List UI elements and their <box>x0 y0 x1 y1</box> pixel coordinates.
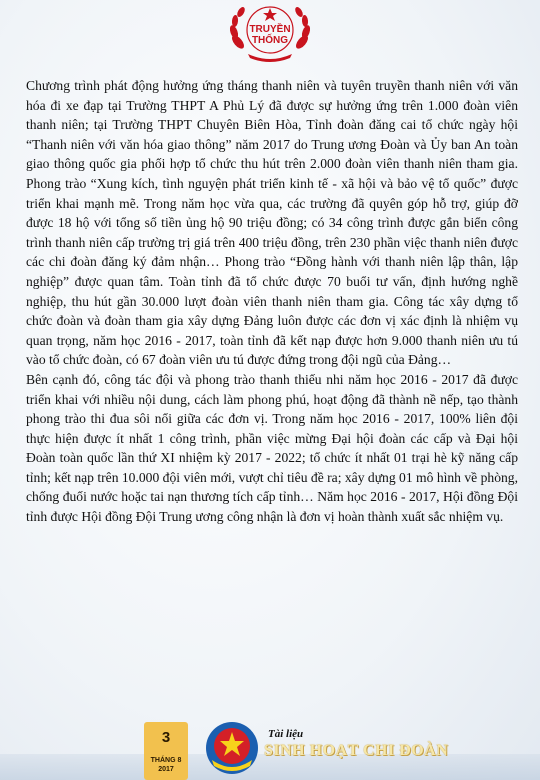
issue-year: 2017 <box>158 766 174 773</box>
youth-union-emblem-icon <box>204 720 260 776</box>
paragraph-1: Chương trình phát động hưởng ứng tháng thanh niên và tuyên truyền thanh niên với văn hóa đi xe đạp tại Trường THPT A Phủ Lý đã được sự hưởng ứng trên 1.000 đoàn viên thanh niên; tại Trường THPT Chuyên Biên Hòa, Tỉnh đoàn đăng cai tổ chức ngày hội “Thanh niên với văn hóa giao thông” năm 2017 do Trung ương Đoàn và Ủy ban An toàn giao thông quốc gia phối hợp tổ chức thu hút trên 2.000 đoàn viên thanh niên tham gia. Phong trào “Xung kích, tình nguyện phát triển kinh tế - xã hội và bảo vệ tổ quốc” được triển khai mạnh mẽ. Trong năm học vừa qua, các trường đã quyên góp hỗ trợ, giúp đỡ được 18 hộ với tổng số tiền ủng hộ 90 triệu đồng; có 34 công trình được gắn biển công trình thanh niên cấp trường trị giá trên 400 triệu đồng, trên 230 phần việc thanh niên được các chi đoàn đăng ký đảm nhận… Phong trào “Đồng hành với thanh niên lập thân, lập nghiệp” được quan tâm. Toàn tỉnh đã tổ chức được 70 buổi tư vấn, định hướng nghề nghiệp, thu hút gần 30.000 lượt đoàn viên thanh niên tham gia. Công tác xây dựng tổ chức đoàn và đoàn tham gia xây dựng Đảng luôn được các đơn vị xác định là nhiệm vụ quan trọng, năm học 2016 - 2017, toàn tỉnh đã kết nạp được hơn 9.000 thanh niên ưu tú vào tổ chức đoàn, có 67 đoàn viên ưu tú được đứng trong đội ngũ của Đảng… <box>26 78 518 368</box>
article-body <box>26 76 518 527</box>
publication-title: SINH HOẠT CHI ĐOÀN <box>264 742 449 759</box>
paragraph-2: Bên cạnh đó, công tác đội và phong trào thanh thiếu nhi năm học 2016 - 2017 đã được triển khai với nhiều nội dung, cách làm phong phú, hoạt động đã thành nề nếp, tạo thành phong trào thi đua sôi nổi giữa các đơn vị. Trong năm học 2016 - 2017, 100% liên đội thực hiện được ít nhất 1 công trình, phần việc mừng Đại hội đoàn các cấp và Đại hội Đoàn toàn quốc lần thứ XI nhiệm kỳ 2017 - 2022; tổ chức ít nhất 01 trại hè kỹ năng cấp tỉnh; kết nạp trên 10.000 đội viên mới, vượt chỉ tiêu đề ra; xây dựng 01 mô hình về phòng, chống đuối nước hoặc tai nạn thương tích cấp tỉnh… Năm học 2016 - 2017, Hội đồng Đội tỉnh được Hội đồng Đội Trung ương công nhận là đơn vị hoàn thành xuất sắc nhiệm vụ. <box>26 371 518 525</box>
logo-text-line2: THỐNG <box>251 35 289 46</box>
logo-text-line1: TRUYỀN <box>249 24 291 35</box>
issue-month: THÁNG 8 <box>150 757 182 764</box>
truyen-thong-logo <box>222 2 318 66</box>
page-number-badge <box>144 722 188 780</box>
publication-label: Tài liệu <box>268 728 304 740</box>
page-number: 3 <box>161 729 171 746</box>
page-footer <box>0 708 540 780</box>
